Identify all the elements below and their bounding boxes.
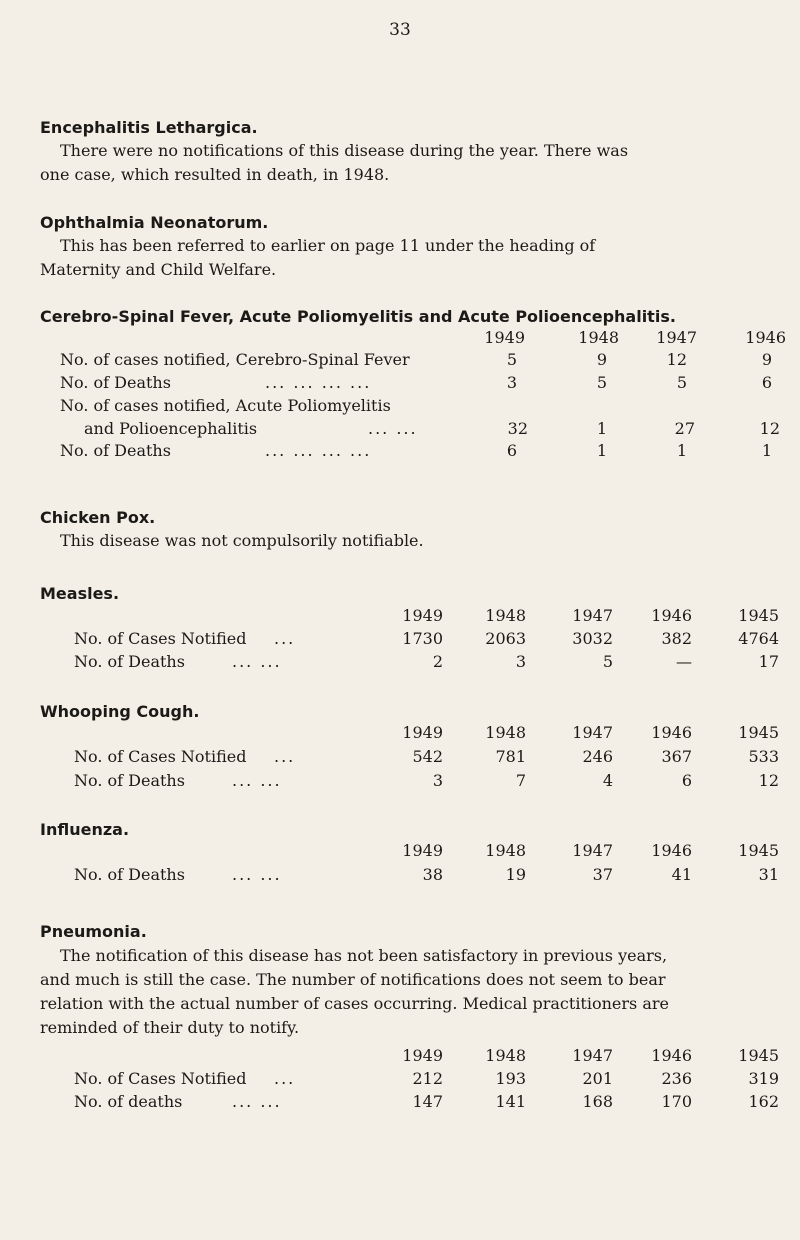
pneumonia-heading: Pneumonia. bbox=[40, 922, 147, 941]
pneumonia-line-4: reminded of their duty to notify. bbox=[40, 1018, 300, 1037]
ophthalmia-line-1: This has been referred to earlier on page 11 under the heading of bbox=[60, 236, 596, 255]
row-label: No. of cases notified, Cerebro-Spinal Fever bbox=[60, 350, 410, 369]
year-cell: 1945 bbox=[738, 723, 779, 742]
year-cell: 1947 bbox=[572, 606, 613, 625]
value-cell: 12 bbox=[759, 419, 780, 438]
value-cell: 6 bbox=[506, 441, 517, 460]
row-label: and Polioencephalitis bbox=[84, 419, 258, 438]
value-cell: 246 bbox=[582, 747, 613, 766]
value-cell: — bbox=[676, 652, 692, 671]
value-cell: 2063 bbox=[485, 629, 526, 648]
pneumonia-year-header bbox=[0, 1045, 800, 1067]
table-row bbox=[0, 1068, 800, 1090]
cerebro-year-header bbox=[0, 327, 800, 349]
cerebro-heading: Cerebro-Spinal Fever, Acute Poliomyelitis and Acute Polioencephalitis. bbox=[40, 307, 676, 326]
value-cell: 4764 bbox=[738, 629, 779, 648]
value-cell: 193 bbox=[495, 1069, 526, 1088]
value-cell: 212 bbox=[412, 1069, 443, 1088]
value-cell: 41 bbox=[671, 865, 692, 884]
whooping-heading: Whooping Cough. bbox=[40, 702, 200, 721]
value-cell: 37 bbox=[592, 865, 613, 884]
leader-dots: ... ... bbox=[232, 1092, 282, 1111]
row-label: No. of Deaths bbox=[60, 441, 171, 460]
value-cell: 32 bbox=[507, 419, 528, 438]
value-cell: 2 bbox=[432, 652, 443, 671]
leader-dots: ... ... ... ... bbox=[265, 373, 372, 392]
value-cell: 38 bbox=[422, 865, 443, 884]
value-cell: 170 bbox=[661, 1092, 692, 1111]
table-row bbox=[0, 372, 800, 394]
leader-dots: ... bbox=[274, 629, 296, 648]
year-cell: 1949 bbox=[402, 606, 443, 625]
ophthalmia-line-2: Maternity and Child Welfare. bbox=[40, 260, 277, 279]
value-cell: 147 bbox=[412, 1092, 443, 1111]
chickenpox-line-1: This disease was not compulsorily notifiable. bbox=[60, 531, 424, 550]
value-cell: 1 bbox=[676, 441, 687, 460]
leader-dots: ... ... bbox=[232, 865, 282, 884]
value-cell: 162 bbox=[748, 1092, 779, 1111]
page-number: 33 bbox=[389, 20, 411, 40]
value-cell: 3032 bbox=[572, 629, 613, 648]
value-cell: 3 bbox=[515, 652, 526, 671]
table-row bbox=[0, 770, 800, 792]
value-cell: 236 bbox=[661, 1069, 692, 1088]
table-row bbox=[0, 628, 800, 650]
value-cell: 7 bbox=[515, 771, 526, 790]
year-cell: 1946 bbox=[651, 606, 692, 625]
value-cell: 3 bbox=[432, 771, 443, 790]
table-row bbox=[0, 864, 800, 886]
value-cell: 5 bbox=[506, 350, 517, 369]
year-cell: 1948 bbox=[485, 1046, 526, 1065]
value-cell: 781 bbox=[495, 747, 526, 766]
year-cell: 1946 bbox=[745, 328, 786, 347]
year-cell: 1947 bbox=[656, 328, 697, 347]
value-cell: 6 bbox=[761, 373, 772, 392]
value-cell: 12 bbox=[758, 771, 779, 790]
table-row bbox=[0, 651, 800, 673]
value-cell: 201 bbox=[582, 1069, 613, 1088]
value-cell: 3 bbox=[506, 373, 517, 392]
table-row bbox=[0, 746, 800, 768]
table-row bbox=[0, 349, 800, 371]
value-cell: 367 bbox=[661, 747, 692, 766]
encephalitis-heading: Encephalitis Lethargica. bbox=[40, 118, 258, 137]
pneumonia-line-3: relation with the actual number of cases occurring. Medical practitioners are bbox=[40, 994, 669, 1013]
value-cell: 9 bbox=[761, 350, 772, 369]
value-cell: 5 bbox=[602, 652, 613, 671]
value-cell: 6 bbox=[681, 771, 692, 790]
year-cell: 1945 bbox=[738, 841, 779, 860]
value-cell: 1 bbox=[596, 419, 607, 438]
row-label: No. of cases notified, Acute Poliomyelitis bbox=[60, 396, 391, 415]
value-cell: 19 bbox=[505, 865, 526, 884]
value-cell: 12 bbox=[666, 350, 687, 369]
value-cell: 9 bbox=[596, 350, 607, 369]
value-cell: 1 bbox=[596, 441, 607, 460]
value-cell: 1730 bbox=[402, 629, 443, 648]
value-cell: 5 bbox=[596, 373, 607, 392]
encephalitis-line-2: one case, which resulted in death, in 1948. bbox=[40, 165, 390, 184]
year-cell: 1948 bbox=[485, 841, 526, 860]
value-cell: 141 bbox=[495, 1092, 526, 1111]
value-cell: 319 bbox=[748, 1069, 779, 1088]
year-cell: 1946 bbox=[651, 841, 692, 860]
ophthalmia-heading: Ophthalmia Neonatorum. bbox=[40, 213, 269, 232]
year-cell: 1948 bbox=[485, 606, 526, 625]
table-row bbox=[0, 440, 800, 462]
year-cell: 1947 bbox=[572, 723, 613, 742]
year-cell: 1947 bbox=[572, 1046, 613, 1065]
year-cell: 1948 bbox=[485, 723, 526, 742]
value-cell: 4 bbox=[602, 771, 613, 790]
value-cell: 31 bbox=[758, 865, 779, 884]
row-label: No. of Cases Notified bbox=[74, 629, 247, 648]
pneumonia-line-2: and much is still the case. The number of notifications does not seem to bear bbox=[40, 970, 666, 989]
leader-dots: ... bbox=[274, 1069, 296, 1088]
value-cell: 382 bbox=[661, 629, 692, 648]
measles-heading: Measles. bbox=[40, 584, 120, 603]
row-label: No. of Deaths bbox=[60, 373, 171, 392]
table-row bbox=[0, 1091, 800, 1113]
table-row bbox=[0, 418, 800, 440]
influenza-heading: Influenza. bbox=[40, 820, 130, 839]
year-cell: 1946 bbox=[651, 1046, 692, 1065]
row-label: No. of Deaths bbox=[74, 652, 185, 671]
value-cell: 542 bbox=[412, 747, 443, 766]
year-cell: 1949 bbox=[484, 328, 525, 347]
whooping-year-header bbox=[0, 722, 800, 744]
row-label: No. of Deaths bbox=[74, 771, 185, 790]
value-cell: 27 bbox=[674, 419, 695, 438]
year-cell: 1948 bbox=[578, 328, 619, 347]
value-cell: 1 bbox=[761, 441, 772, 460]
row-label: No. of Cases Notified bbox=[74, 1069, 247, 1088]
leader-dots: ... ... ... ... bbox=[265, 441, 372, 460]
encephalitis-line-1: There were no notifications of this disease during the year. There was bbox=[60, 141, 629, 160]
leader-dots: ... ... bbox=[232, 771, 282, 790]
row-label: No. of deaths bbox=[74, 1092, 183, 1111]
value-cell: 533 bbox=[748, 747, 779, 766]
chickenpox-heading: Chicken Pox. bbox=[40, 508, 156, 527]
year-cell: 1945 bbox=[738, 606, 779, 625]
year-cell: 1949 bbox=[402, 723, 443, 742]
year-cell: 1947 bbox=[572, 841, 613, 860]
year-cell: 1946 bbox=[651, 723, 692, 742]
year-cell: 1949 bbox=[402, 1046, 443, 1065]
value-cell: 5 bbox=[676, 373, 687, 392]
year-cell: 1949 bbox=[402, 841, 443, 860]
year-cell: 1945 bbox=[738, 1046, 779, 1065]
leader-dots: ... ... bbox=[368, 419, 418, 438]
value-cell: 168 bbox=[582, 1092, 613, 1111]
table-row bbox=[0, 395, 800, 417]
leader-dots: ... bbox=[274, 747, 296, 766]
value-cell: 17 bbox=[758, 652, 779, 671]
influenza-year-header bbox=[0, 840, 800, 862]
row-label: No. of Cases Notified bbox=[74, 747, 247, 766]
row-label: No. of Deaths bbox=[74, 865, 185, 884]
measles-year-header bbox=[0, 605, 800, 627]
leader-dots: ... ... bbox=[232, 652, 282, 671]
pneumonia-line-1: The notification of this disease has not been satisfactory in previous years, bbox=[60, 946, 668, 965]
